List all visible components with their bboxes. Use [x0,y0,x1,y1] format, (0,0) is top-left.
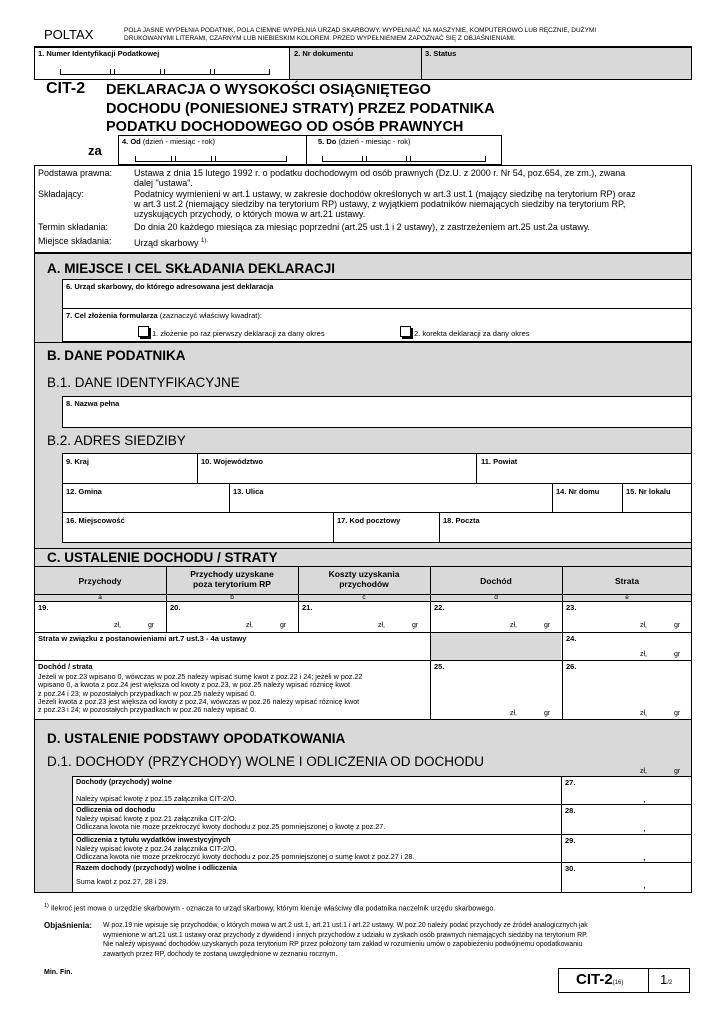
col-c-header: Koszty uzyskania przychodów [328,569,400,589]
intro-key-place: Miejsce składania: [38,236,112,246]
purpose-option-first[interactable]: 1. złożenie po raz pierwszy deklaracji za dany okres [138,326,325,338]
section-c-title: C. USTALENIE DOCHODU / STRATY [47,550,278,565]
zl-unit: zł, [510,622,517,629]
decimal-comma: , [643,880,646,891]
gr-unit: gr [148,622,155,629]
min-fin: Min. Fin. [44,969,73,976]
form-title [106,81,495,137]
gr-unit: gr [674,710,681,717]
intro-key-deadline: Termin składania: [38,222,109,232]
deduction-row-total: Razem dochody (przychody) wolne i odliczenia Suma kwot z poz.27, 28 i 29. [76,863,237,886]
intro-key-submitter: Składający: [38,189,85,199]
purpose-label: 7. Cel złożenia formularza (zaznaczyć właściwy kwadrat): [66,311,262,320]
decimal-comma: , [643,852,646,863]
period-from-label: 4. Od (dzień - miesiąc - rok) [122,137,215,146]
section-d1-title: D.1. DOCHODY (PRZYCHODY) WOLNE I ODLICZENIA OD DOCHODU [47,754,485,769]
city-field[interactable]: 16. Miejscowość [66,516,125,525]
gr-unit: gr [412,622,419,629]
decimal-comma: , [643,794,646,805]
footnote: $^{1)}$ Ilekroć jest mowa o urzędzie skarbowym - oznacza to urząd skarbowy, którym kieruje właściwy dla podatnika naczelnik urzędu skarbowego. [44,903,496,913]
field-21[interactable]: 21. [302,603,313,612]
field-27[interactable]: 27. [565,778,576,787]
field-29[interactable]: 29. [565,836,576,845]
col-e-letter: e [625,594,629,601]
intro-val-place: Urząd skarbowy $^{1).}$ [134,238,209,248]
deduction-row-investment: Odliczenia z tytułu wydatków inwestycyjnych Należy wpisać kwotę z poz.24 załącznika CIT-2/O. Odliczana kwota nie może przekroczyć kwoty dochodu z poz.25 pomniejszonej o sumę kwot z poz.27 i 28. [76,835,415,861]
post-office-field[interactable]: 18. Poczta [443,516,480,525]
purpose-option-correction[interactable]: 2. korekta deklaracji za dany okres [400,326,529,338]
brand: POLTAX [44,27,94,42]
income-loss-label: Dochód / strata [38,662,93,671]
explanations-text: W poz.19 nie wpisuje się przychodów, o których mowa w art.2 ust.1, art.21 ust.1 i art.22 ustawy. W poz.20 należy podać przychody ze źródeł analogicznych jak wymienione w art.21 ust.1 ustawy oraz przychody z dywidend i innych przychodów z udziału w zyskach osób prawnych niemających siedziby na terytorium RP. Nie należy wpisywać dochodów uzyskanych poza terytorium RP przez położony tam zakład w rozumieniu umów o zapobieżeniu podwójnemu opodatkowaniu zawartych przez RP, dochody te zostaną uwzględnione w zeznaniu rocznym. [103,922,588,958]
col-e-header: Strata [614,576,640,586]
checkbox-icon[interactable] [138,326,149,337]
form-code: CIT-2 [46,80,86,97]
explanations-label: Objaśnienia: [44,921,93,930]
field-24[interactable]: 24. [566,634,577,643]
zl-unit: zł, [246,622,253,629]
field-26[interactable]: 26. [566,662,577,671]
period-from-ticks [135,155,287,162]
gr-unit: gr [280,622,287,629]
field-23[interactable]: 23. [566,603,577,612]
gr-unit: gr [544,622,551,629]
section-b2-title: B.2. ADRES SIEDZIBY [47,433,186,448]
col-c-letter: c [362,594,366,601]
full-name-field[interactable] [62,396,692,428]
nip-label: 1. Numer Identyfikacji Podatkowej [38,49,160,58]
county-field[interactable]: 11. Powiat [481,457,518,466]
gr-unit: gr [674,622,681,629]
period-to-label: 5. Do (dzień - miesiąc - rok) [318,137,411,146]
country-field[interactable]: 9. Kraj [66,457,89,466]
gr-unit: gr [674,651,681,658]
deduction-row-exempt: Dochody (przychody) wolne Należy wpisać kwotę z poz.15 załącznika CIT-2/O. [76,777,237,803]
field-19[interactable]: 19. [38,603,49,612]
nip-ticks [60,68,270,75]
za-label: za [88,143,102,158]
header-note [124,27,596,43]
header-note-line1: POLA JASNE WYPEŁNIA PODATNIK, POLA CIEMNE WYPEŁNIA URZĄD SKARBOWY. WYPEŁNIAĆ NA MASZYNIE, KOMPUTEROWO LUB RĘCZNIE, DUŻYMI [124,27,597,34]
header-note-line2: DRUKOWANYMI LITERAMI, CZARNYM LUB NIEBIESKIM KOLOREM. PRZED WYPEŁNIENIEM ZAPOZNAĆ SIĘ Z OBJAŚNIENIAMI. [124,35,516,42]
field-20[interactable]: 20. [170,603,181,612]
doc-number-label: 2. Nr dokumentu [294,49,354,58]
zl-unit: zł, [640,651,647,658]
postal-code-field[interactable]: 17. Kod pocztowy [337,516,401,525]
deduction-row-income: Odliczenia od dochodu Należy wpisać kwotę z poz.21 załącznika CIT-2/O. Odliczana kwota nie może przekroczyć kwoty dochodu z poz.25 pomniejszonej o kwotę z poz.27. [76,805,386,831]
zl-unit: zł, [510,710,517,717]
section-b1-title: B.1. DANE IDENTYFIKACYJNE [47,375,240,390]
street-field[interactable]: 13. Ulica [233,487,264,496]
col-a-letter: a [98,594,102,601]
voivodeship-field[interactable]: 10. Województwo [201,457,263,466]
field-28[interactable]: 28. [565,806,576,815]
col-b-header: Przychody uzyskane poza terytorium RP [190,569,274,589]
house-number-field[interactable]: 14. Nr domu [556,487,600,496]
zl-unit: zł, [640,622,647,629]
municipality-field[interactable]: 12. Gmina [66,487,102,496]
tax-office-label: 6. Urząd skarbowy, do którego adresowana jest deklaracja [66,282,274,291]
col-a-header: Przychody [78,576,122,586]
address-block [62,453,692,543]
field-22[interactable]: 22. [434,603,445,612]
apartment-number-field[interactable]: 15. Nr lokalu [626,487,671,496]
zl-unit: zł, [640,768,647,775]
income-loss-instructions: Jeżeli w poz.23 wpisano 0, wówczas w poz.25 należy wpisać sumę kwot z poz.22 i 24; jeżeli w poz.22 wpisano 0, a kwota z poz.24 jest większa od kwoty z poz.23, w poz.25 należy wpisać różnicę kwot z poz.24 i 23; w pozostałych przypadkach w poz.25 należy wpisać 0. Jeżeli kwota z poz.23 jest większa od kwoty z poz.24, wówczas w poz.26 należy wpisać różnicę kwot z poz.23 i 24; w pozostałych przypadkach w poz.26 należy wpisać 0. [38,672,363,715]
period-to-ticks [322,155,486,162]
col-b-letter: b [230,594,234,601]
gr-unit: gr [674,768,681,775]
field-25[interactable]: 25. [434,662,445,671]
gr-unit: gr [544,710,551,717]
section-c [34,548,692,566]
full-name-label: 8. Nazwa pełna [66,399,120,408]
loss-row-label: Strata w związku z postanowieniami art.7 ust.3 - 4a ustawy [38,634,247,643]
intro-key-legal-basis: Podstawa prawna: [38,168,113,178]
zl-unit: zł, [640,710,647,717]
checkbox-icon[interactable] [400,326,411,337]
income-row-amounts [34,601,692,633]
form-title-line2: DOCHODU (PONIESIONEJ STRATY) PRZEZ PODATNIKA [106,100,495,117]
zl-unit: zł, [378,622,385,629]
zl-unit: zł, [114,622,121,629]
form-title-line1: DEKLARACJA O WYSOKOŚCI OSIĄGNIĘTEGO [106,82,431,98]
section-d-title: D. USTALENIE PODSTAWY OPODATKOWANIA [47,731,346,746]
footer-form-code: CIT-2(16) [576,971,624,988]
col-d-letter: d [494,594,498,601]
form-title-line3: PODATKU DOCHODOWEGO OD OSÓB PRAWNYCH [106,119,464,135]
intro-val-legal-basis: Ustawa z dnia 15 lutego 1992 r. o podatku dochodowym od osób prawnych (Dz.U. z 2000 r. Nr 54, poz.654, ze zm.), zwana dalej "ustawa". [134,168,626,188]
status-label: 3. Status [425,49,457,58]
intro-val-submitter: Podatnicy wymienieni w art.1 ustawy, w zakresie dochodów określonych w art.3 ust.1 (mający siedzibę na terytorium RP) oraz w art.3 ust.2 (niemający siedziby na terytorium RP) ustawy, z wyjątkiem podatników niemających siedziby na terytorium RP, uzyskujących przychody, o których mowa w art.21 ustawy. [134,189,636,219]
page-number: 1/2 [660,972,673,987]
intro-val-deadline: Do dnia 20 każdego miesiąca za miesiąc poprzedni (art.25 ust.1 i 2 ustawy), z zastrzeżeniem art.25 ust.2a ustawy. [134,222,591,232]
section-b-title: B. DANE PODATNIKA [47,348,186,363]
decimal-comma: , [643,823,646,834]
col-d-header: Dochód [480,576,512,586]
section-a-title: A. MIEJSCE I CEL SKŁADANIA DEKLARACJI [47,261,336,276]
field-30[interactable]: 30. [565,864,576,873]
